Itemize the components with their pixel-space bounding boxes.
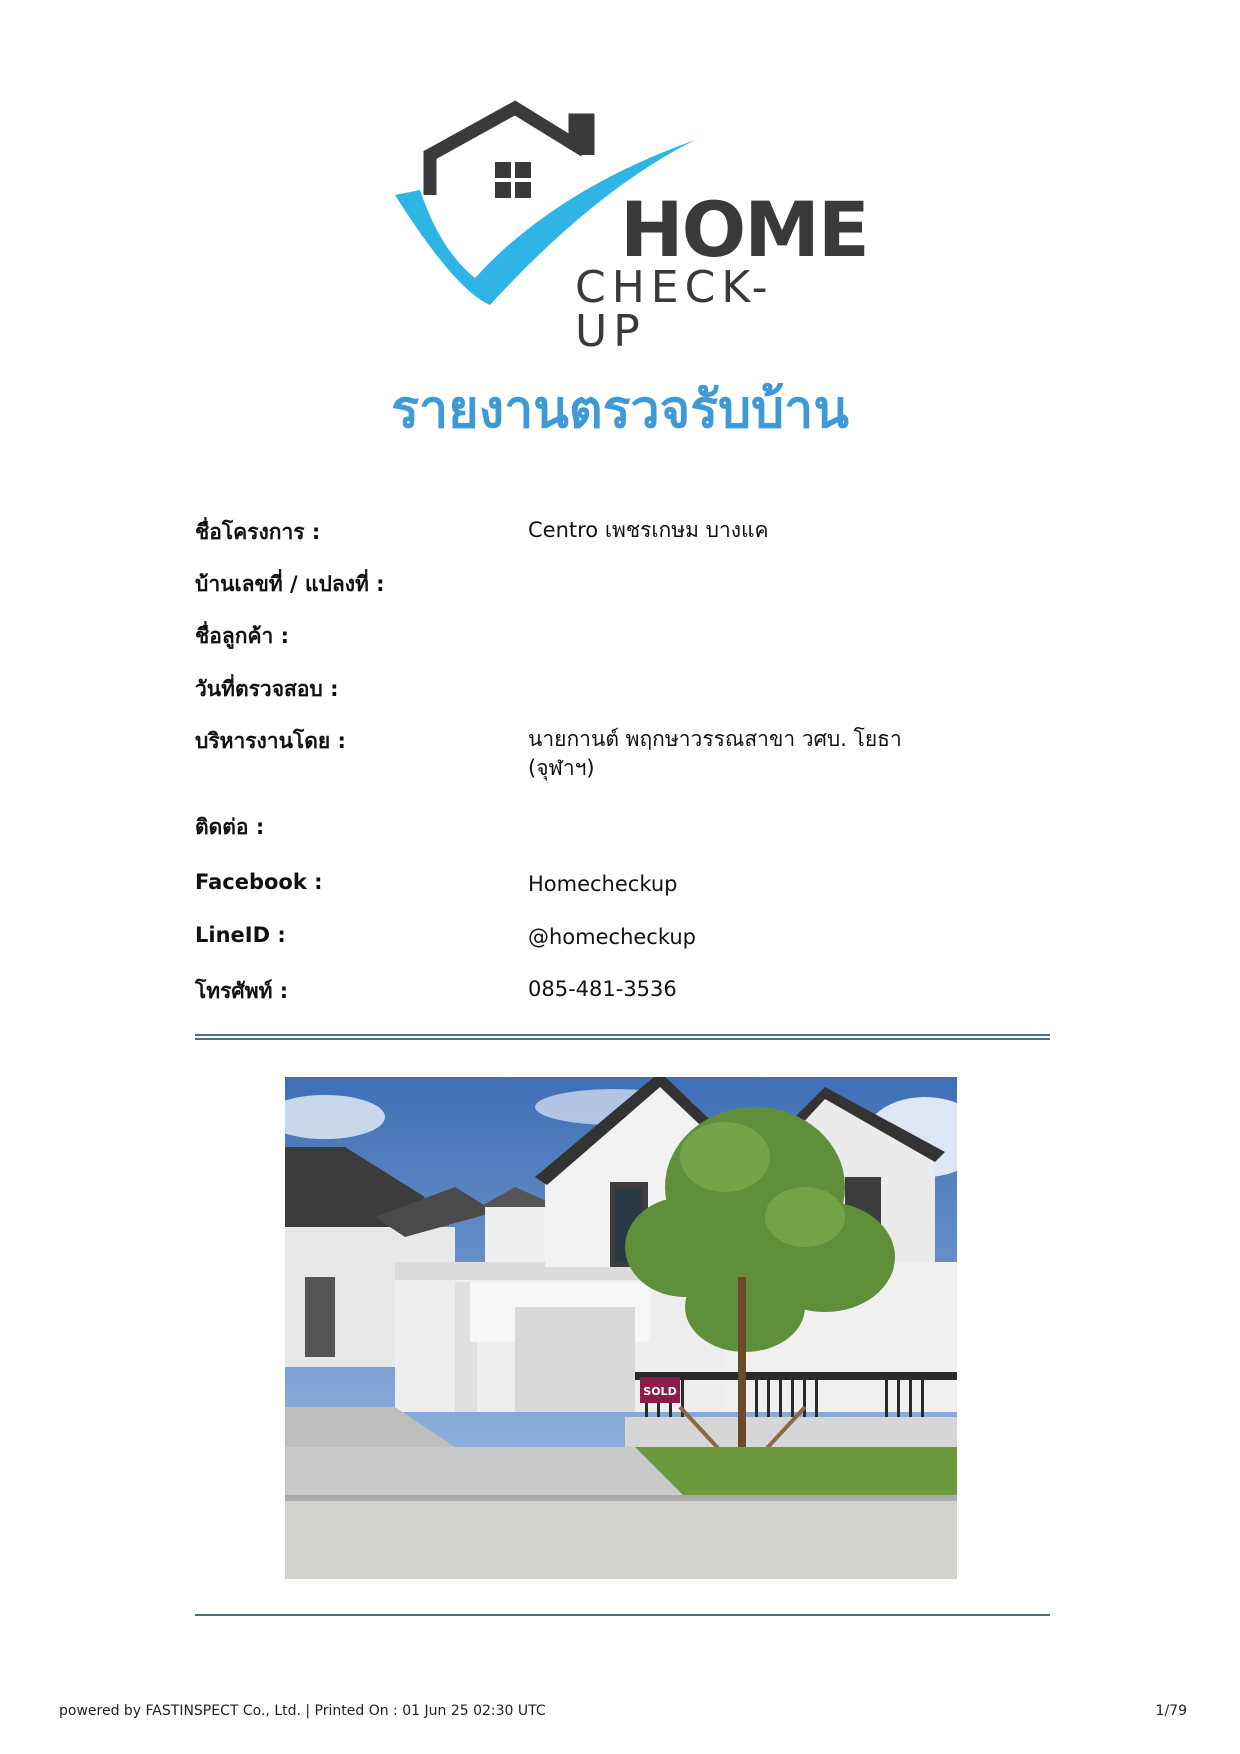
facebook-value: Homecheckup [528, 872, 678, 896]
managed-by-label: บริหารงานโดย : [195, 729, 346, 753]
project-value: Centro เพชรเกษม บางแค [528, 518, 769, 542]
house-photo-illustration [285, 1077, 957, 1579]
line-id-label: LineID : [195, 923, 286, 947]
phone-value: 085-481-3536 [528, 977, 677, 1001]
inspection-date-label: วันที่ตรวจสอบ : [195, 677, 339, 701]
line-id-value: @homecheckup [528, 925, 697, 949]
facebook-label: Facebook : [195, 870, 323, 894]
contact-label: ติดต่อ : [195, 815, 265, 839]
bottom-divider [195, 1614, 1050, 1616]
logo-word-check-up: CHECK-UP [575, 262, 774, 357]
sold-sign-text: SOLD [643, 1385, 677, 1398]
double-divider [195, 1034, 1050, 1040]
house-photo [285, 1077, 957, 1579]
house-number-label: บ้านเลขที่ / แปลงที่ : [195, 572, 385, 596]
home-check-up-logo [395, 100, 868, 357]
page-number: 1/79 [1155, 1703, 1187, 1719]
footer-printed-info: powered by FASTINSPECT Co., Ltd. | Printed On : 01 Jun 25 02:30 UTC [59, 1703, 546, 1719]
customer-label: ชื่อลูกค้า : [195, 624, 289, 648]
project-label: ชื่อโครงการ : [195, 520, 321, 544]
managed-by-value: นายกานต์ พฤกษาวรรณสาขา วศบ. โยธา (จุฬาฯ) [528, 727, 902, 781]
phone-label: โทรศัพท์ : [195, 979, 289, 1003]
report-title: รายงานตรวจรับบ้าน [391, 380, 849, 440]
logo-word-home: HOME [620, 185, 868, 274]
